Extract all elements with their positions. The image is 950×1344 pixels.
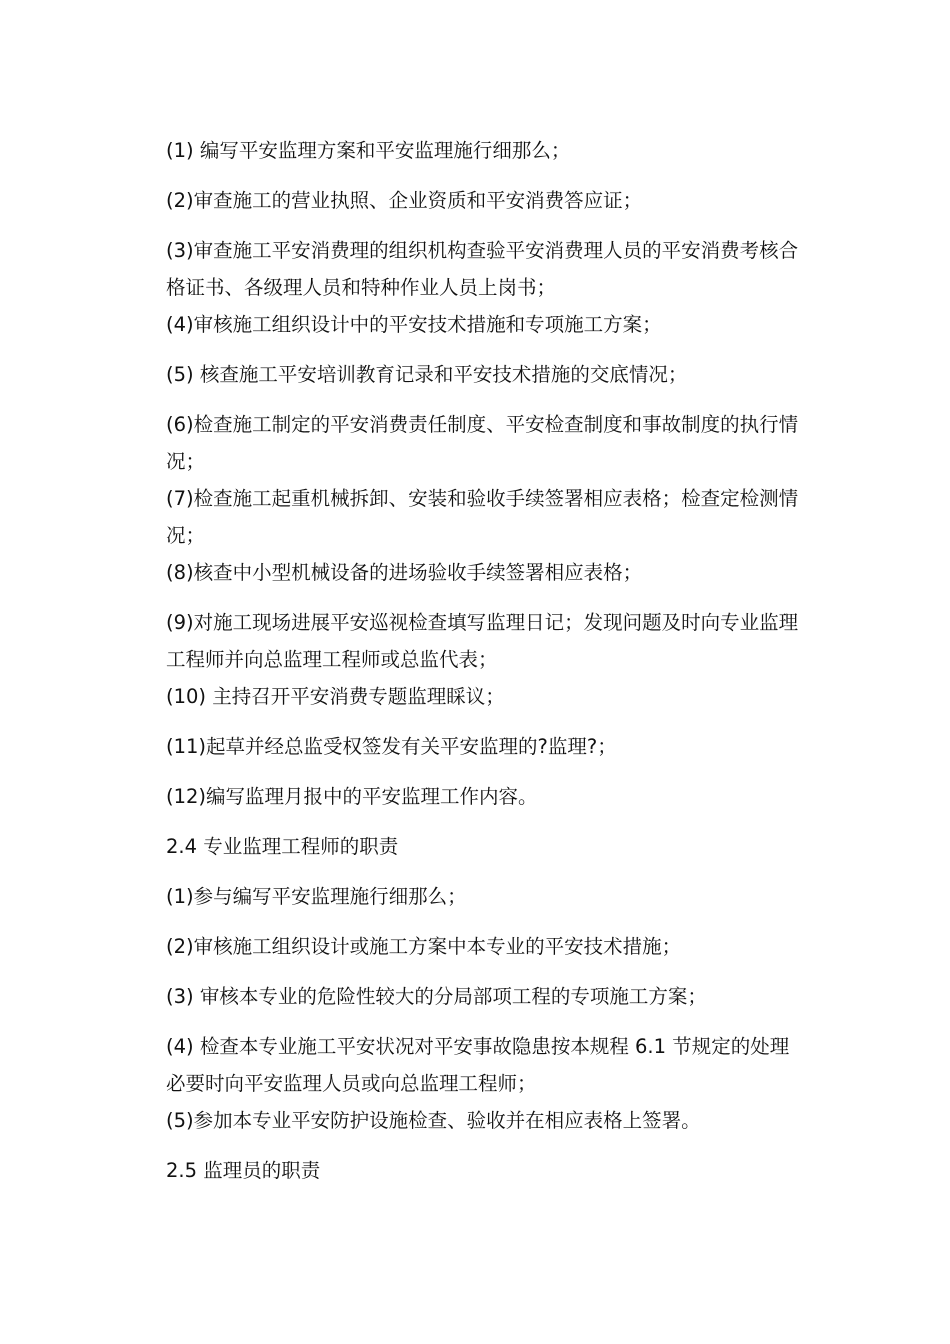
document-body — [166, 132, 806, 1189]
paragraph-item-2-4-2: (2)审核施工组织设计或施工方案中本专业的平安技术措施； — [166, 935, 682, 958]
paragraph-item-12: (12)编写监理月报中的平安监理工作内容。 — [166, 785, 538, 808]
paragraph-item-7: (7)检查施工起重机械拆卸、安装和验收手续签署相应表格；检查定检测情况； — [166, 487, 799, 547]
paragraph-item-2-4-5: (5)参加本专业平安防护设施检查、验收并在相应表格上签署。 — [166, 1109, 701, 1132]
paragraph-item-11: (11)起草并经总监受权签发有关平安监理的?监理?； — [166, 735, 617, 758]
section-heading-2-4: 2.4 专业监理工程师的职责 — [166, 835, 399, 858]
paragraph-item-1: (1) 编写平安监理方案和平安监理施行细那么； — [166, 139, 571, 162]
paragraph-item-2-4-3: (3) 审核本专业的危险性较大的分局部项工程的专项施工方案； — [166, 985, 707, 1008]
paragraph-item-4: (4)审核施工组织设计中的平安技术措施和专项施工方案； — [166, 313, 662, 336]
section-heading-2-5: 2.5 监理员的职责 — [166, 1159, 321, 1182]
paragraph-item-8: (8)核查中小型机械设备的进场验收手续签署相应表格； — [166, 561, 643, 584]
paragraph-item-9: (9)对施工现场进展平安巡视检查填写监理日记；发现问题及时向专业监理工程师并向总监理工程师或总监代表； — [166, 611, 799, 671]
paragraph-item-10: (10) 主持召开平安消费专题监理睬议； — [166, 685, 505, 708]
paragraph-item-6: (6)检查施工制定的平安消费责任制度、平安检查制度和事故制度的执行情况； — [166, 413, 799, 473]
paragraph-item-3: (3)审查施工平安消费理的组织机构查验平安消费理人员的平安消费考核合格证书、各级理人员和特种作业人员上岗书； — [166, 239, 799, 299]
paragraph-item-2-4-1: (1)参与编写平安监理施行细那么； — [166, 885, 467, 908]
paragraph-item-2: (2)审查施工的营业执照、企业资质和平安消费答应证； — [166, 189, 643, 212]
paragraph-item-2-4-4: (4) 检查本专业施工平安状况对平安事故隐患按本规程 6.1 节规定的处理必要时向平安监理人员或向总监理工程师； — [166, 1035, 790, 1095]
paragraph-item-5: (5) 核查施工平安培训教育记录和平安技术措施的交底情况； — [166, 363, 688, 386]
